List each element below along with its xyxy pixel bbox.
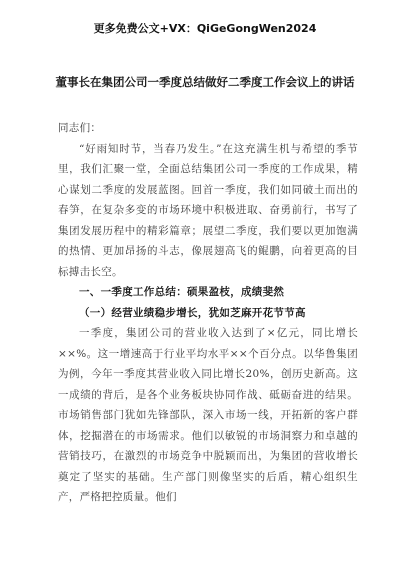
subsection-heading-1-1: （一）经营业绩稳步增长，犹如芝麻开花节节高 — [79, 306, 306, 319]
paragraph-performance: 一季度，集团公司的营业收入达到了×亿元，同比增长××%。这一增速高于行业平均水平××个百分点。以华鲁集团为例，今年一季度其营业收入同比增长20%，创历史新高。这一成绩的背后，是各个业务板块协同作战、砥砺奋进的结果。市场销售部门犹如先锋部队，深入市场一线，开拓新的客户群体，挖掘潜在的市场需求。他们以敏锐的市场洞察力和卓越的营销技巧，在激烈的市场竞争中脱颖而出，为集团的营收增长奠定了坚实的基础。生产部门则像坚实的后盾，精心组织生产，严格把控质量。他们 — [58, 327, 358, 503]
document-title: 董事长在集团公司一季度总结做好二季度工作会议上的讲话 — [55, 75, 355, 89]
section-heading-1: 一、一季度工作总结：硕果盈枝，成绩斐然 — [79, 286, 285, 298]
document-body — [58, 118, 358, 508]
watermark-header: 更多免费公文+VX：QiGeGongWen2024 — [93, 22, 317, 35]
salutation: 同志们： — [58, 122, 102, 134]
paragraph-intro: “好雨知时节，当春乃发生。”在这充满生机与希望的季节里，我们汇聚一堂，全面总结集团公司一季度的工作成果，精心谋划二季度的发展蓝图。回首一季度，我们如同破土而出的春笋，在复杂多变的市场环境中积极进取、奋勇前行，书写了集团发展历程中的精彩篇章；展望二季度，我们要以更加饱满的热情、更加昂扬的斗志，像展翅高飞的鲲鹏，向着更高的目标搏击长空。 — [58, 142, 358, 278]
